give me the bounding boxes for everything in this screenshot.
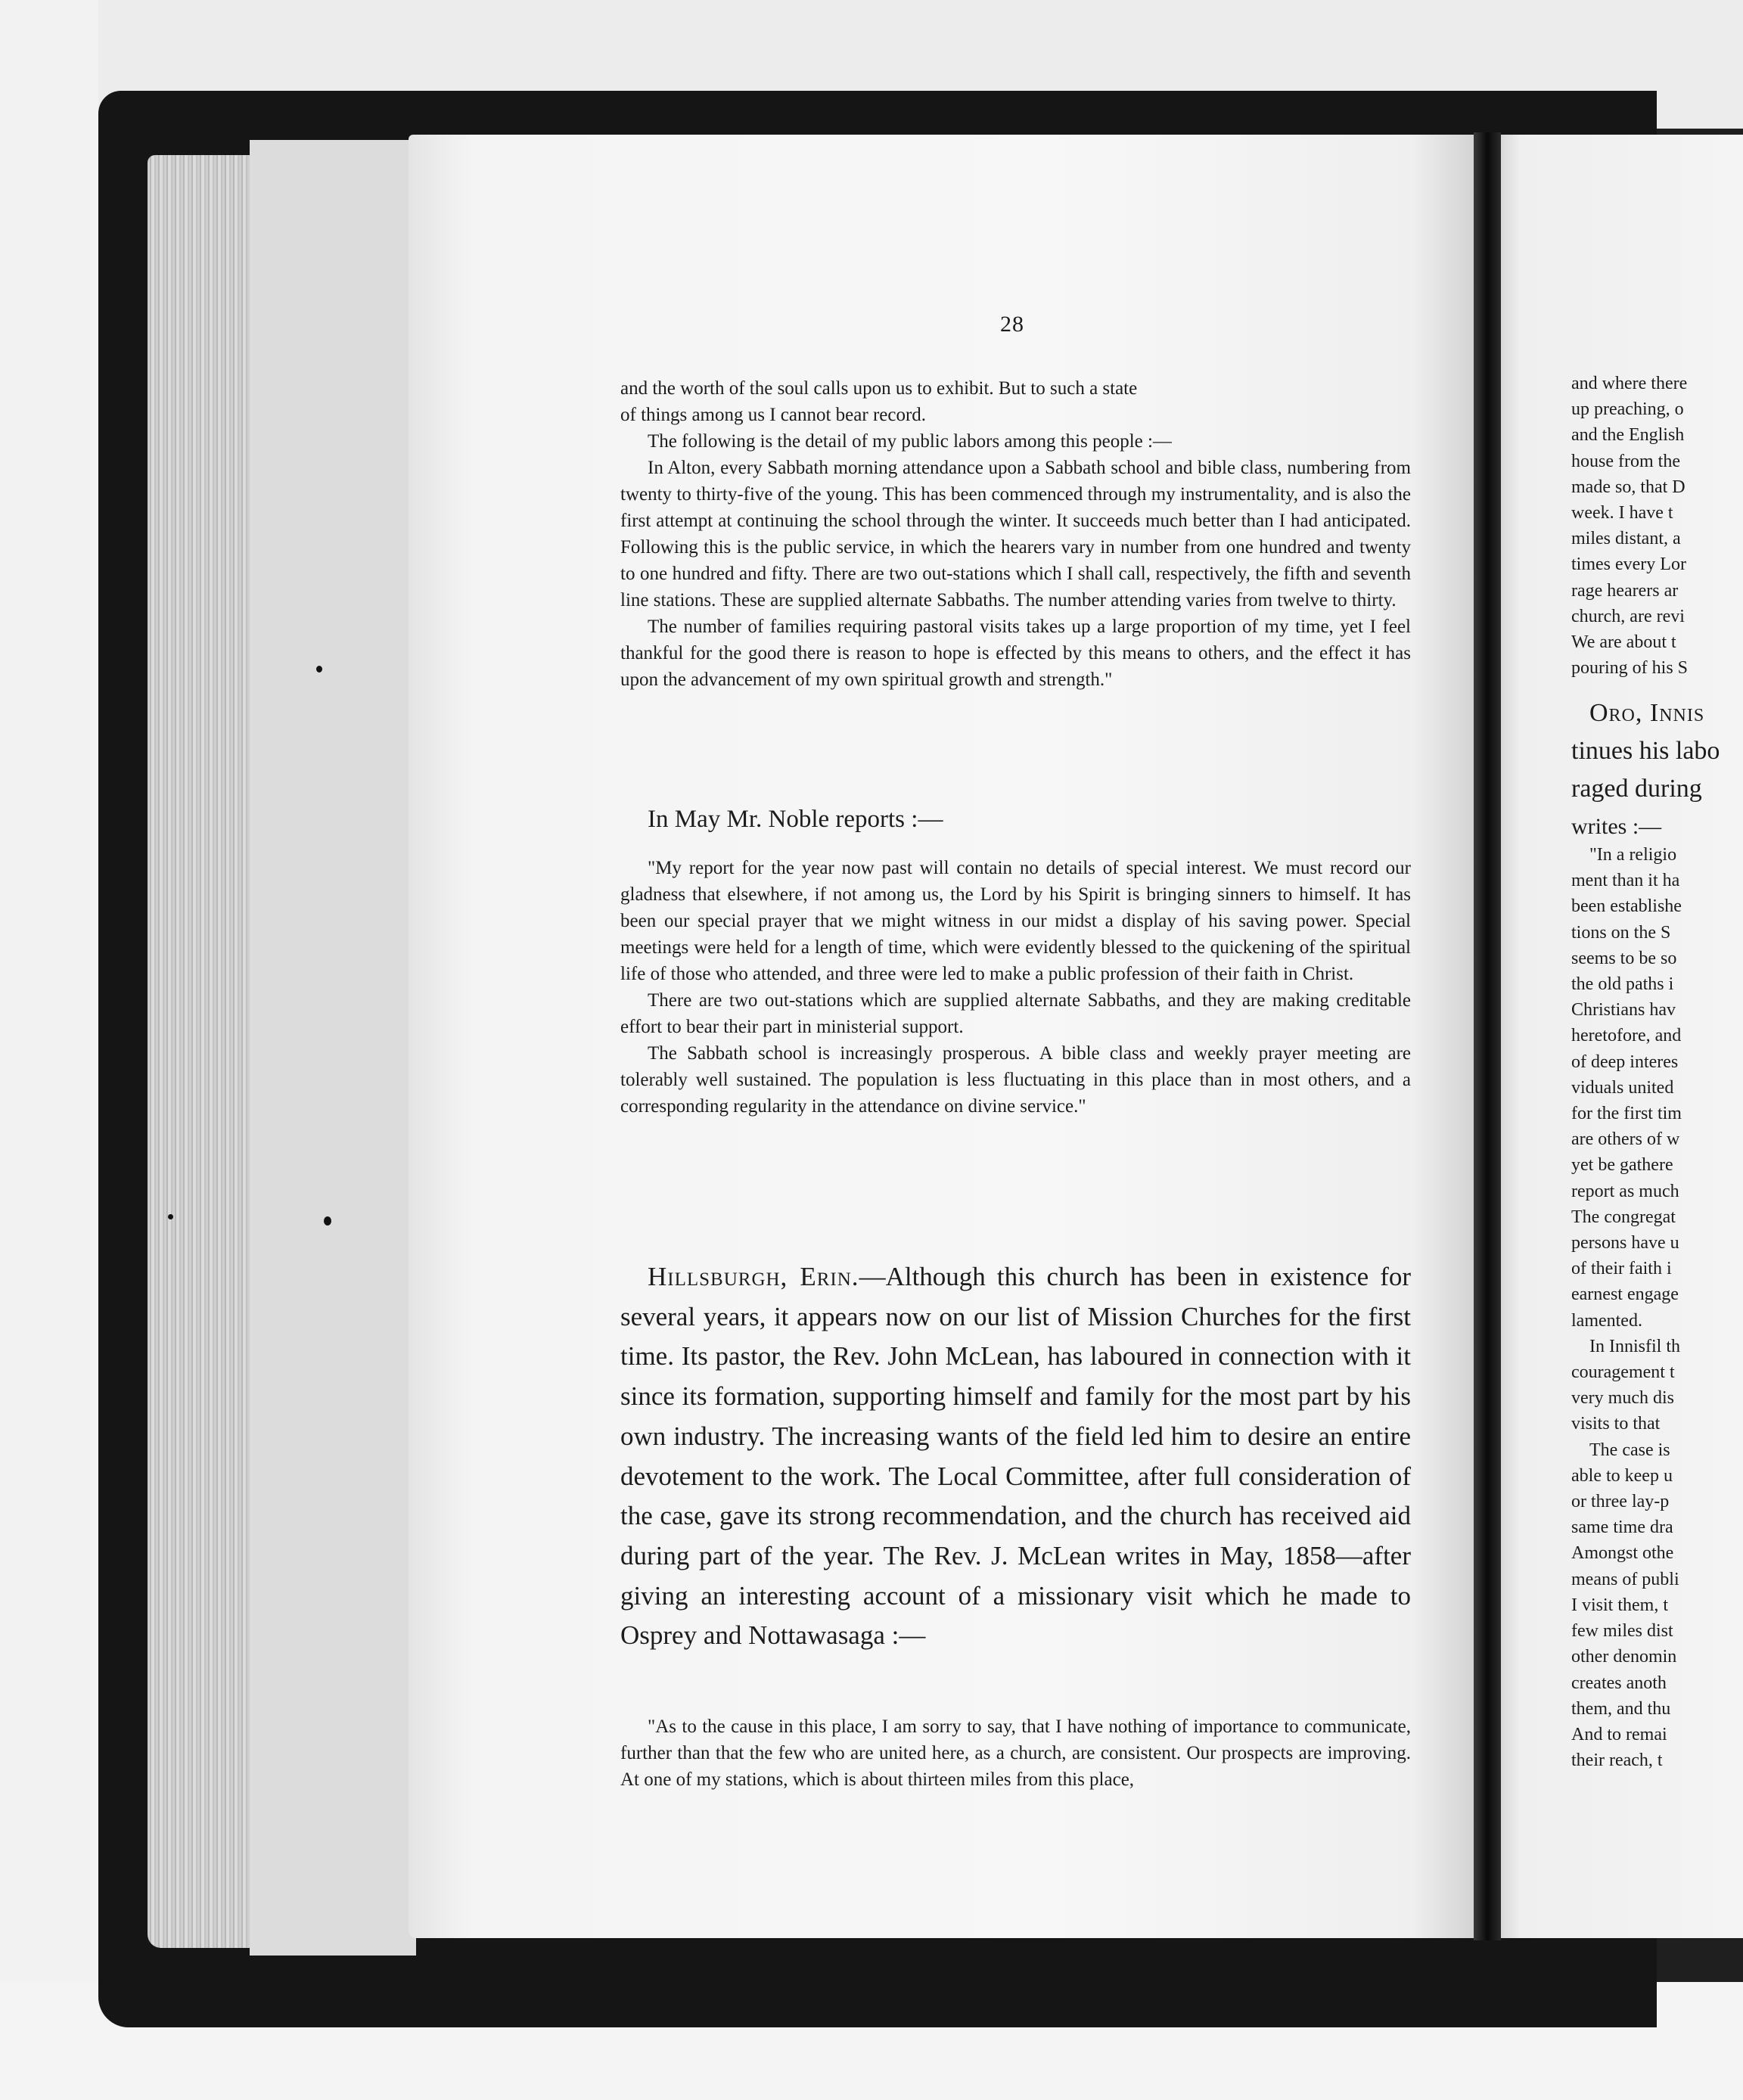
section-text: —Although this church has been in existence for several years, it appears now on our list of Mission Churches for the first time. Its pastor, the Rev. John McLean, has laboured in connection with it since its formation, supporting himself and family for the most part by his own industry. The increasing wants of the field led him to desire an entire devotement to the work. The Local Committee, after full consideration of the case, gave its strong recommendation, and the church has received aid during part of the year. The Rev. J. McLean writes in May, 1858—after giving an interesting account of a missionary visit which he made to Osprey and Nottawasaga :— [620, 1262, 1411, 1651]
text-line: for the first tim [1571, 1104, 1682, 1124]
text-line: week. I have t [1571, 503, 1673, 523]
text-line: "In a religio [1589, 845, 1677, 865]
text-line: yet be gathere [1571, 1155, 1673, 1176]
text-line: lamented. [1571, 1310, 1642, 1331]
scan-background-left [0, 0, 98, 2100]
text-line: miles distant, a [1571, 529, 1681, 549]
text-line: heretofore, and [1571, 1026, 1682, 1046]
text-line: The case is [1589, 1440, 1670, 1460]
scan-speck [324, 1216, 331, 1226]
paragraph: "My report for the year now past will contain no details of special interest. We must record our gladness that elsewhere, if not among us, the Lord by his Spirit is bringing sinners to himself. It has been our special prayer that we might witness in our midst a display of his saving power. Special meetings were held for a length of time, which were evidently blessed to the quickening of the spiritual life of those who attended, and three were led to make a public profession of their faith in Christ. [620, 858, 1411, 984]
page-block-edge-inner [250, 140, 416, 1956]
text-line: couragement t [1571, 1362, 1675, 1383]
paragraph: The following is the detail of my public labors among this people :— [648, 431, 1172, 452]
text-line: are others of w [1571, 1129, 1680, 1150]
paragraph: The number of families requiring pastoral visits takes up a large proportion of my time, yet I feel thankful for the good there is reason to hope is effected by this means to others, and the effect it has upon the advancement of my own spiritual growth and strength." [620, 617, 1411, 690]
right-page-big-text [1571, 694, 1743, 846]
text-line: raged during [1571, 775, 1702, 803]
text-line: I visit them, t [1571, 1595, 1668, 1615]
text-line: The congregat [1571, 1207, 1676, 1227]
text-line: Oro, Innis [1589, 699, 1705, 727]
scan-speck [168, 1214, 173, 1219]
text-line: Amongst othe [1571, 1543, 1674, 1564]
text-line: times every Lor [1571, 555, 1686, 575]
page-number: 28 [1000, 312, 1024, 337]
text-line: up preaching, o [1571, 399, 1684, 420]
text-line: made so, that D [1571, 477, 1686, 497]
text-line: creates anoth [1571, 1673, 1667, 1693]
text-line: able to keep u [1571, 1465, 1673, 1486]
text-line: other denomin [1571, 1647, 1677, 1667]
paragraph: The Sabbath school is increasingly prosperous. A bible class and weekly prayer meeting are tolerably well sustained. The population is less fluctuating in this place than in most others, and a corresponding regularity in the attendance on divine service." [620, 1043, 1411, 1117]
text-line: been establishe [1571, 896, 1682, 917]
text-line: very much dis [1571, 1388, 1674, 1409]
section-intro: In May Mr. Noble reports :— [648, 806, 943, 833]
text-line: We are about t [1571, 632, 1676, 653]
text-line: house from the [1571, 451, 1680, 471]
opening-lines [620, 375, 1411, 428]
text-line: persons have u [1571, 1233, 1679, 1253]
text-line: rage hearers ar [1571, 580, 1679, 601]
text-line: tions on the S [1571, 922, 1671, 943]
text-line: seems to be so [1571, 948, 1677, 968]
alton-report [620, 428, 1411, 693]
hillsburgh-section [620, 1257, 1411, 1656]
right-page-bottom-text [1571, 842, 1743, 1773]
text-line: and where there [1571, 374, 1688, 393]
book-gutter [1474, 132, 1501, 1940]
text-line: few miles dist [1571, 1621, 1673, 1642]
text-line: of deep interes [1571, 1052, 1679, 1072]
paragraph [620, 1257, 1411, 1656]
text-line: and the English [1571, 425, 1685, 446]
paragraph: "As to the cause in this place, I am sorry to say, that I have nothing of importance to communicate, further than that the few who are united here, as a church, are consistent. Our prospects are improving. At one of my stations, which is about thirteen miles from this place, [620, 1716, 1411, 1790]
closing-quote [620, 1713, 1411, 1793]
text-line: church, are revi [1571, 606, 1685, 626]
scan-speck [316, 666, 322, 673]
noble-intro [620, 803, 1411, 835]
text-line: means of publi [1571, 1569, 1679, 1589]
text-line: same time dra [1571, 1518, 1673, 1538]
text-line: ment than it ha [1571, 871, 1680, 891]
text-line: and the worth of the soul calls upon us to exhibit. But to such a state [620, 378, 1138, 399]
text-line: writes :— [1571, 814, 1662, 839]
text-line: the old paths i [1571, 974, 1674, 995]
text-line: visits to that [1571, 1414, 1661, 1434]
text-line: their reach, t [1571, 1751, 1663, 1771]
paragraph: There are two out-stations which are supplied alternate Sabbaths, and they are making creditable effort to bear their part in ministerial support. [620, 990, 1411, 1037]
text-line: report as much [1571, 1181, 1679, 1201]
section-heading: Hillsburgh, Erin. [648, 1262, 859, 1291]
text-line: And to remai [1571, 1724, 1667, 1744]
right-page-top-text [1571, 371, 1743, 681]
text-line: of their faith i [1571, 1259, 1672, 1279]
text-line: pouring of his S [1571, 658, 1689, 679]
text-line: earnest engage [1571, 1285, 1679, 1305]
noble-report [620, 855, 1411, 1120]
paragraph: In Alton, every Sabbath morning attendance upon a Sabbath school and bible class, numbering from twenty to thirty-five of the young. This has been commenced through my instrumentality, and is also the first attempt at continuing the school through the winter. It succeeds much better than I had anticipated. Following this is the public service, in which the hearers vary in number from one hundred and twenty to one hundred and fifty. There are two out-stations which I shall call, respectively, the fifth and seventh line stations. These are supplied alternate Sabbaths. The number attending varies from twelve to thirty. [620, 458, 1411, 610]
text-line: In Innisfil th [1589, 1336, 1680, 1356]
text-line: them, and thu [1571, 1698, 1671, 1719]
text-line: Christians hav [1571, 1000, 1676, 1020]
text-line: of things among us I cannot bear record. [620, 405, 927, 425]
text-line: tinues his labo [1571, 737, 1720, 765]
text-line: viduals united [1571, 1077, 1674, 1098]
text-line: or three lay-p [1571, 1492, 1670, 1512]
